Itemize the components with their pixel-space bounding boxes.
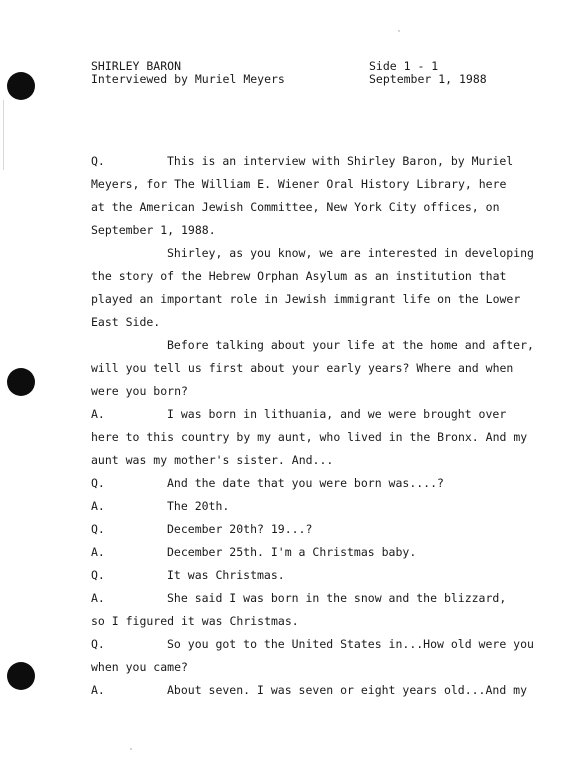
line-text: when you came?	[91, 660, 188, 674]
transcript-line	[91, 610, 551, 633]
speaker-label: A.	[91, 683, 105, 697]
transcript-line	[91, 265, 551, 288]
line-text: December 20th? 19...?	[167, 522, 313, 536]
line-text: So you got to the United States in...How old were you	[167, 637, 534, 651]
speaker-label: Q.	[91, 522, 105, 536]
transcript-line	[91, 357, 551, 380]
transcript-line	[91, 587, 551, 610]
speaker-label: A.	[91, 591, 105, 605]
header-right	[369, 60, 487, 86]
transcript-line	[91, 541, 551, 564]
side-label: Side 1 - 1	[369, 59, 439, 73]
transcript-line	[91, 426, 551, 449]
line-text: at the American Jewish Committee, New York City offices, on	[91, 200, 500, 214]
line-text: so I figured it was Christmas.	[91, 614, 299, 628]
transcript-line	[91, 472, 551, 495]
interviewee-name: SHIRLEY BARON	[91, 59, 182, 73]
transcript-line	[91, 656, 551, 679]
scan-speck	[130, 748, 132, 750]
line-text: the story of the Hebrew Orphan Asylum as an institution that	[91, 269, 507, 283]
transcript-line	[91, 242, 551, 265]
transcript-line	[91, 196, 551, 219]
transcript-body	[91, 150, 551, 702]
transcript-line	[91, 288, 551, 311]
interview-date: September 1, 1988	[369, 72, 487, 86]
line-text: Before talking about your life at the home and after,	[167, 338, 534, 352]
line-text: The 20th.	[167, 499, 230, 513]
header-left	[91, 60, 285, 86]
speaker-label: A.	[91, 407, 105, 421]
speaker-label: A.	[91, 499, 105, 513]
line-text: Meyers, for The William E. Wiener Oral History Library, here	[91, 177, 507, 191]
line-text: were you born?	[91, 384, 188, 398]
line-text: will you tell us first about your early years? Where and when	[91, 361, 514, 375]
transcript-line	[91, 495, 551, 518]
scan-speck	[398, 30, 400, 32]
binder-hole-top	[7, 72, 35, 100]
speaker-label: Q.	[91, 154, 105, 168]
transcript-line	[91, 679, 551, 702]
line-text: played an important role in Jewish immigrant life on the Lower	[91, 292, 521, 306]
line-text: This is an interview with Shirley Baron, by Muriel	[167, 154, 514, 168]
speaker-label: Q.	[91, 476, 105, 490]
line-text: I was born in lithuania, and we were brought over	[167, 407, 507, 421]
line-text: aunt was my mother's sister. And...	[91, 453, 334, 467]
transcript-line	[91, 449, 551, 472]
speaker-label: Q.	[91, 568, 105, 582]
page-edge-shadow	[3, 100, 4, 170]
transcript-line	[91, 564, 551, 587]
line-text: Shirley, as you know, we are interested in developing	[167, 246, 534, 260]
line-text: here to this country by my aunt, who lived in the Bronx. And my	[91, 430, 528, 444]
binder-hole-middle	[7, 368, 35, 396]
transcript-line	[91, 219, 551, 242]
transcript-line	[91, 311, 551, 334]
interviewer-line: Interviewed by Muriel Meyers	[91, 72, 285, 86]
line-text: She said I was born in the snow and the blizzard,	[167, 591, 507, 605]
transcript-line	[91, 518, 551, 541]
line-text: East Side.	[91, 315, 161, 329]
transcript-line	[91, 403, 551, 426]
transcript-line	[91, 633, 551, 656]
speaker-label: Q.	[91, 637, 105, 651]
line-text: It was Christmas.	[167, 568, 285, 582]
transcript-line	[91, 380, 551, 403]
transcript-line	[91, 150, 551, 173]
line-text: About seven. I was seven or eight years old...And my	[167, 683, 528, 697]
line-text: And the date that you were born was....?	[167, 476, 444, 490]
transcript-line	[91, 334, 551, 357]
line-text: September 1, 1988.	[91, 223, 216, 237]
binder-hole-bottom	[7, 662, 35, 690]
speaker-label: A.	[91, 545, 105, 559]
transcript-line	[91, 173, 551, 196]
line-text: December 25th. I'm a Christmas baby.	[167, 545, 417, 559]
